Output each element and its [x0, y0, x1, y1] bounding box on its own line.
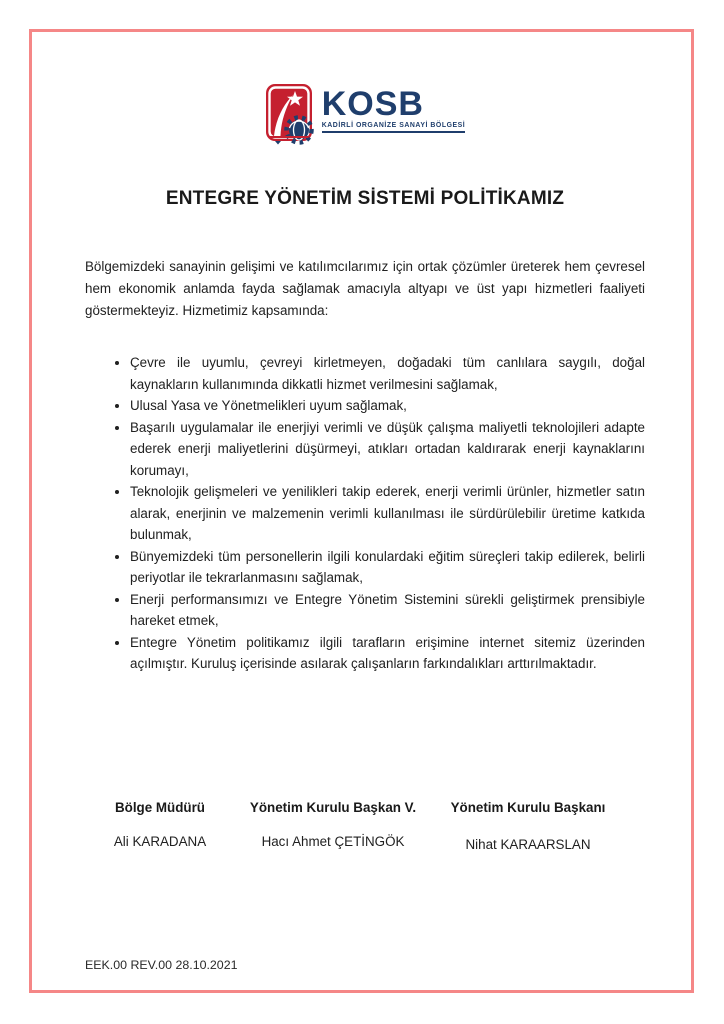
policy-item: • Entegre Yönetim politikamız ilgili tarafların erişimine internet sitemiz üzerinden açılmıştır. Kuruluş içerisinde asılarak çalışanların farkındalıkları arttırılmaktadır.	[130, 632, 645, 675]
signature-board-vice-chairman	[243, 800, 423, 849]
policy-item: • Enerji performansımızı ve Entegre Yönetim Sistemini sürekli geliştirmek prensibiyle hareket etmek,	[130, 589, 645, 632]
signature-board-chairman	[438, 800, 618, 852]
signature-name: Ali KARADANA	[113, 834, 207, 849]
policy-item: • Başarılı uygulamalar ile enerjiyi verimli ve düşük çalışma maliyetli teknolojileri adapte ederek enerji maliyetlerini düşürmeyi, atıkları ortadan kaldırarak enerji kaynaklarını korumayı,	[130, 417, 645, 482]
document-page	[85, 0, 645, 1024]
page-title: ENTEGRE YÖNETİM SİSTEMİ POLİTİKAMIZ	[165, 188, 565, 209]
company-logo	[85, 83, 645, 150]
signature-name: Nihat KARAARSLAN	[465, 837, 591, 852]
logo-text	[322, 83, 466, 133]
policy-list	[85, 352, 645, 675]
intro-paragraph: Bölgemizdeki sanayinin gelişimi ve katılımcılarımız için ortak çözümler üreterek hem çevresel hem ekonomik anlamda fayda sağlamak amacıyla altyapı ve üst yapı hizmetleri faaliyeti göstermekteyiz. Hizmetimiz kapsamında:	[85, 259, 645, 318]
signature-block	[85, 800, 645, 852]
policy-item: • Ulusal Yasa ve Yönetmelikleri uyum sağlamak,	[130, 395, 645, 417]
document-code: EEK.00 REV.00 28.10.2021	[85, 958, 238, 972]
policy-item: • Teknolojik gelişmeleri ve yenilikleri takip ederek, enerji verimli ürünler, hizmetler satın alarak, enerjinin ve malzemenin verimli kullanılması ile sürdürülebilir üretime katkıda bulunmak,	[130, 481, 645, 546]
signature-title: Bölge Müdürü	[114, 800, 205, 815]
policy-item: • Çevre ile uyumlu, çevreyi kirletmeyen, doğadaki tüm canlılara saygılı, doğal kaynakların kullanımında dikkatli hizmet verilmesini sağlamak,	[130, 352, 645, 395]
star-gear-badge-icon	[265, 83, 315, 150]
signature-title: Yönetim Kurulu Başkan V.	[249, 800, 417, 815]
signature-name: Hacı Ahmet ÇETİNGÖK	[261, 834, 405, 849]
signature-title: Yönetim Kurulu Başkanı	[450, 800, 606, 815]
signature-region-manager	[85, 800, 235, 849]
policy-item: • Bünyemizdeki tüm personellerin ilgili konulardaki eğitim süreçleri takip edilerek, belirli periyotlar ile tekrarlanmasını sağlamak,	[130, 546, 645, 589]
logo-acronym: KOSB	[321, 85, 424, 123]
logo-tagline: KADİRLİ ORGANİZE SANAYİ BÖLGESİ	[322, 122, 466, 133]
